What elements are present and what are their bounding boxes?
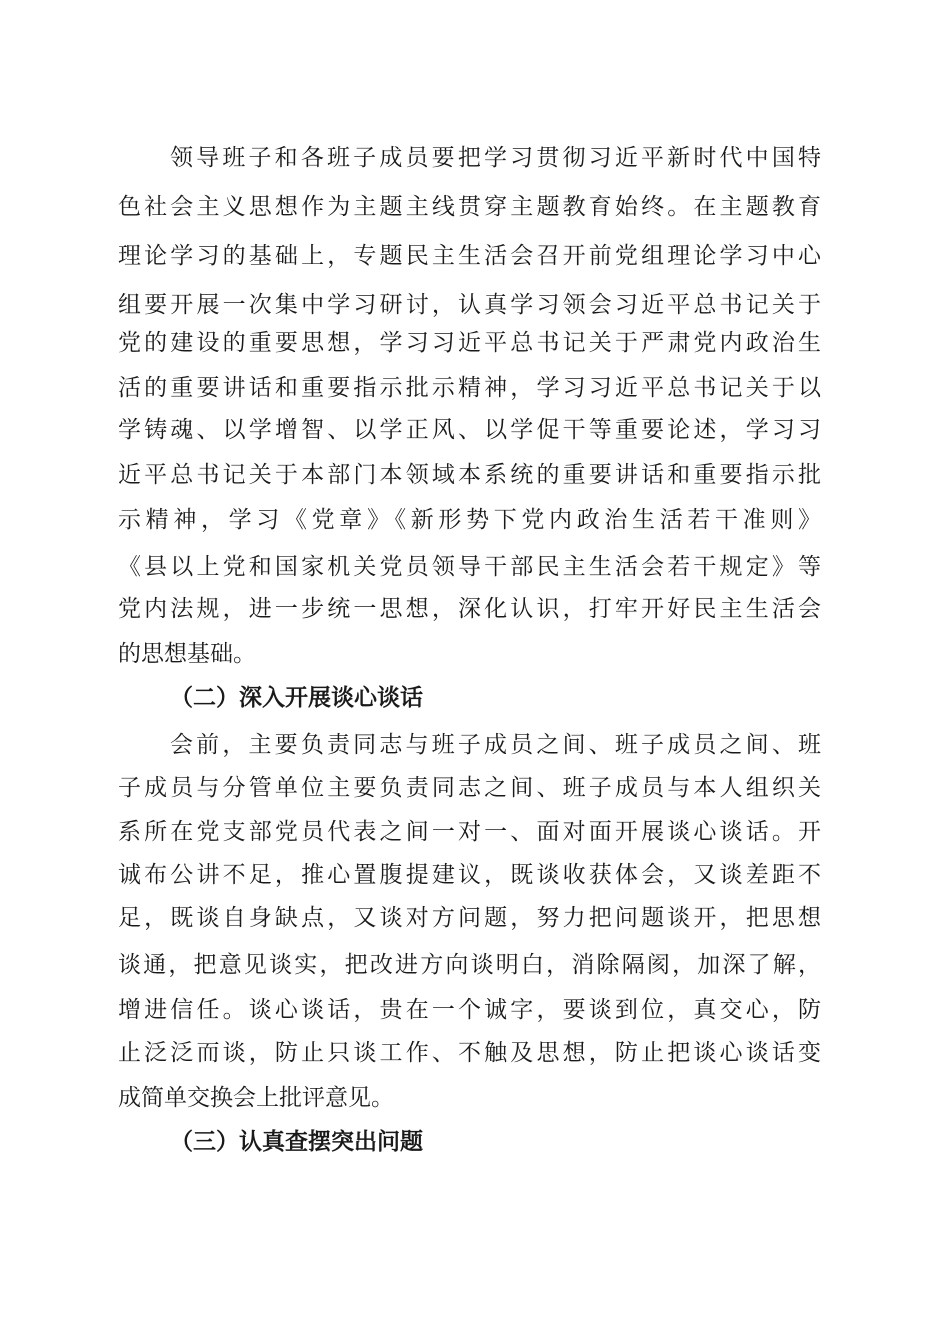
para1-line-4: 组要开展一次集中学习研讨，认真学习领会习近平总书记关于 — [118, 292, 821, 318]
para2-line-6: 谈通，把意见谈实，把改进方向谈明白，消除隔阂，加深了解， — [118, 952, 821, 978]
para1-line-2: 色社会主义思想作为主题主线贯穿主题教育始终。在主题教育 — [118, 194, 821, 220]
para1-line-10: 《县以上党和国家机关党员领导干部民主生活会若干规定》等 — [118, 554, 821, 580]
para1-line-12: 的思想基础。 — [118, 641, 256, 667]
para2-line-5: 足，既谈自身缺点，又谈对方问题，努力把问题谈开，把思想 — [118, 905, 821, 931]
para2-line-2: 子成员与分管单位主要负责同志之间、班子成员与本人组织关 — [118, 775, 821, 801]
para1-line-5: 党的建设的重要思想，学习习近平总书记关于严肃党内政治生 — [118, 330, 821, 356]
para1-line-3: 理论学习的基础上，专题民主生活会召开前党组理论学习中心 — [118, 243, 821, 269]
para1-line-6: 活的重要讲话和重要指示批示精神，学习习近平总书记关于以 — [118, 375, 821, 401]
para1-line-8: 近平总书记关于本部门本领域本系统的重要讲话和重要指示批 — [118, 462, 821, 488]
para1-line-7: 学铸魂、以学增智、以学正风、以学促干等重要论述，学习习 — [118, 417, 821, 443]
para2-line-8: 止泛泛而谈，防止只谈工作、不触及思想，防止把谈心谈话变 — [118, 1040, 821, 1066]
para2-line-1: 会前，主要负责同志与班子成员之间、班子成员之间、班 — [170, 732, 821, 758]
section-heading-2: （二）深入开展谈心谈话 — [170, 684, 423, 711]
para2-line-4: 诚布公讲不足，推心置腹提建议，既谈收获体会，又谈差距不 — [118, 862, 821, 888]
para1-line-1: 领导班子和各班子成员要把学习贯彻习近平新时代中国特 — [170, 145, 821, 171]
para1-line-11: 党内法规，进一步统一思想，深化认识，打牢开好民主生活会 — [118, 596, 821, 622]
para2-line-9: 成简单交换会上批评意见。 — [118, 1085, 394, 1111]
section-heading-3: （三）认真查摆突出问题 — [170, 1128, 423, 1155]
para2-line-3: 系所在党支部党员代表之间一对一、面对面开展谈心谈话。开 — [118, 819, 821, 845]
para1-line-9: 示精神，学习《党章》《新形势下党内政治生活若干准则》 — [118, 507, 821, 533]
para2-line-7: 增进信任。谈心谈话，贵在一个诚字，要谈到位，真交心，防 — [118, 997, 821, 1023]
